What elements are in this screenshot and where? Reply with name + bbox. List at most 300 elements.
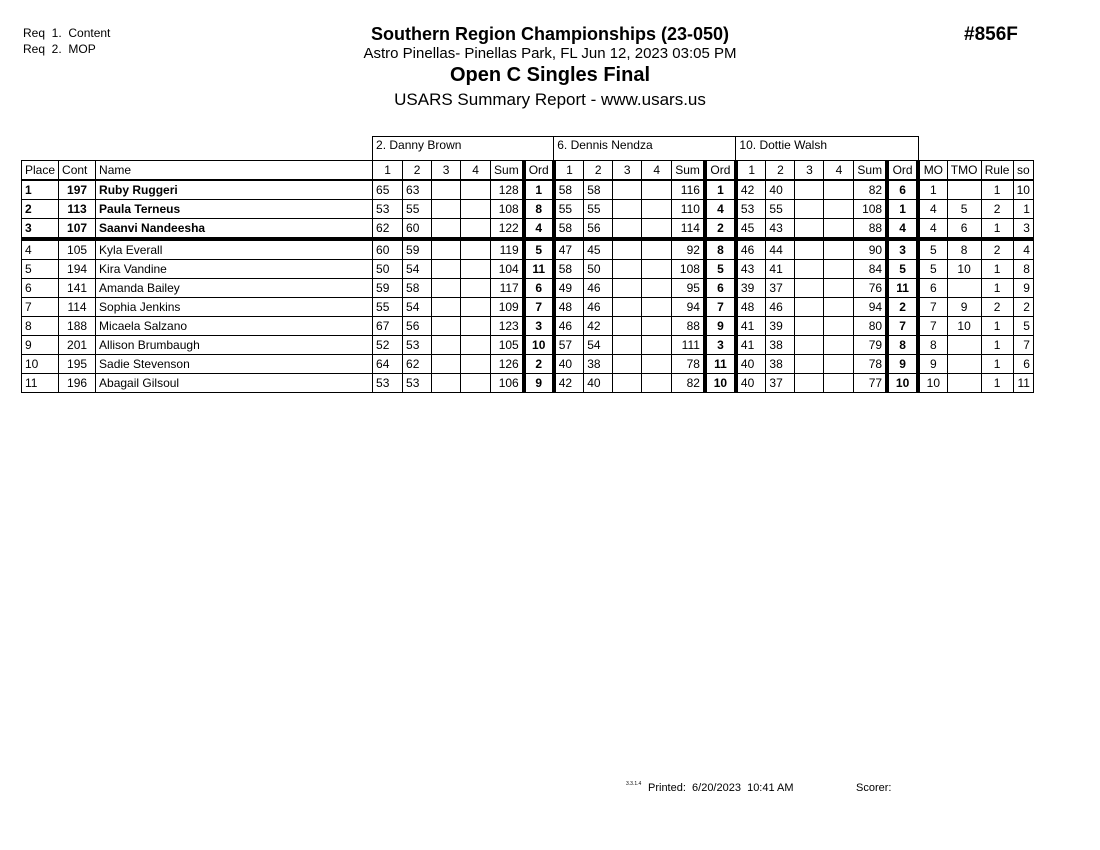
place-cell: 6: [22, 279, 59, 298]
score-cell: [824, 219, 854, 240]
score-cell: 53: [403, 374, 432, 393]
result-row: [22, 239, 1034, 260]
sum-cell: 106: [491, 374, 524, 393]
score-cell: [461, 336, 491, 355]
score-cell: 37: [766, 279, 795, 298]
score-cell: 62: [403, 355, 432, 374]
score-cell: 65: [373, 180, 403, 200]
sum-cell: 76: [854, 279, 887, 298]
sum-cell: 128: [491, 180, 524, 200]
so-cell: 9: [1013, 279, 1033, 298]
mo-cell: 4: [918, 200, 947, 219]
sum-cell: 79: [854, 336, 887, 355]
result-row: [22, 355, 1034, 374]
score-cell: [461, 200, 491, 219]
result-row: [22, 336, 1034, 355]
rule-cell: 1: [981, 219, 1013, 240]
col-mo: MO: [918, 161, 947, 181]
score-cell: [461, 239, 491, 260]
col-judge1-3: 3: [432, 161, 461, 181]
sum-cell: 78: [672, 355, 705, 374]
requirement-2: Req 2. MOP: [23, 42, 96, 56]
ordinal-cell: 10: [524, 336, 554, 355]
score-cell: [613, 374, 642, 393]
cont-cell: 201: [59, 336, 96, 355]
score-cell: 43: [736, 260, 766, 279]
mo-cell: 6: [918, 279, 947, 298]
score-cell: 47: [554, 239, 584, 260]
score-cell: 43: [766, 219, 795, 240]
mo-cell: 8: [918, 336, 947, 355]
cont-cell: 114: [59, 298, 96, 317]
score-cell: [461, 374, 491, 393]
col-judge1-1: 1: [373, 161, 403, 181]
report-number: #856F: [964, 24, 1018, 45]
cont-cell: 188: [59, 317, 96, 336]
col-judge1-4: 4: [461, 161, 491, 181]
col-judge3-1: 1: [736, 161, 766, 181]
col-judge2-3: 3: [613, 161, 642, 181]
score-cell: [824, 336, 854, 355]
so-cell: 11: [1013, 374, 1033, 393]
score-cell: [432, 279, 461, 298]
score-cell: 53: [373, 200, 403, 219]
sum-cell: 78: [854, 355, 887, 374]
score-cell: 53: [403, 336, 432, 355]
score-cell: 40: [736, 355, 766, 374]
score-cell: 46: [736, 239, 766, 260]
place-cell: 10: [22, 355, 59, 374]
tmo-cell: 10: [947, 260, 981, 279]
place-cell: 3: [22, 219, 59, 240]
score-cell: 54: [584, 336, 613, 355]
col-judge3-ord: Ord: [887, 161, 918, 181]
ordinal-cell: 7: [887, 317, 918, 336]
ordinal-cell: 11: [524, 260, 554, 279]
sum-cell: 88: [672, 317, 705, 336]
score-cell: [613, 180, 642, 200]
score-cell: [461, 279, 491, 298]
rule-cell: 1: [981, 180, 1013, 200]
score-cell: [613, 317, 642, 336]
score-cell: [432, 374, 461, 393]
tmo-cell: [947, 279, 981, 298]
cont-cell: 107: [59, 219, 96, 240]
tmo-cell: [947, 374, 981, 393]
score-cell: 40: [584, 374, 613, 393]
rule-cell: 2: [981, 239, 1013, 260]
score-cell: [461, 219, 491, 240]
venue-date: Astro Pinellas- Pinellas Park, FL Jun 12, 2023 03:05 PM: [363, 45, 737, 62]
score-cell: 55: [766, 200, 795, 219]
requirement-1: Req 1. Content: [23, 26, 111, 40]
score-cell: 58: [554, 219, 584, 240]
place-cell: 4: [22, 239, 59, 260]
ordinal-cell: 10: [887, 374, 918, 393]
score-cell: [642, 279, 672, 298]
ordinal-cell: 9: [524, 374, 554, 393]
sum-cell: 110: [672, 200, 705, 219]
so-cell: 7: [1013, 336, 1033, 355]
place-cell: 5: [22, 260, 59, 279]
sum-cell: 111: [672, 336, 705, 355]
place-cell: 8: [22, 317, 59, 336]
cont-cell: 196: [59, 374, 96, 393]
score-cell: [613, 239, 642, 260]
score-cell: 56: [584, 219, 613, 240]
col-so: so: [1013, 161, 1033, 181]
score-cell: 46: [766, 298, 795, 317]
ordinal-cell: 3: [887, 239, 918, 260]
score-cell: 41: [766, 260, 795, 279]
score-cell: 46: [584, 298, 613, 317]
score-cell: 58: [554, 180, 584, 200]
score-cell: 67: [373, 317, 403, 336]
col-rule: Rule: [981, 161, 1013, 181]
sum-cell: 122: [491, 219, 524, 240]
rule-cell: 1: [981, 260, 1013, 279]
scorer-label: Scorer:: [856, 782, 892, 794]
score-cell: [642, 260, 672, 279]
col-judge3-3: 3: [795, 161, 824, 181]
tmo-cell: [947, 180, 981, 200]
score-cell: 54: [403, 298, 432, 317]
score-cell: 62: [373, 219, 403, 240]
sum-cell: 90: [854, 239, 887, 260]
skater-name-cell: Abagail Gilsoul: [96, 374, 373, 393]
rule-cell: 2: [981, 200, 1013, 219]
score-cell: [642, 219, 672, 240]
cont-cell: 141: [59, 279, 96, 298]
ordinal-cell: 2: [524, 355, 554, 374]
score-cell: 55: [584, 200, 613, 219]
score-cell: 41: [736, 336, 766, 355]
so-cell: 8: [1013, 260, 1033, 279]
skater-name-cell: Ruby Ruggeri: [96, 180, 373, 200]
sum-cell: 82: [672, 374, 705, 393]
col-judge3-2: 2: [766, 161, 795, 181]
sum-cell: 92: [672, 239, 705, 260]
sum-cell: 104: [491, 260, 524, 279]
score-cell: 50: [584, 260, 613, 279]
score-cell: [824, 317, 854, 336]
score-cell: 59: [403, 239, 432, 260]
judge-header-row: [22, 137, 1034, 161]
score-cell: [795, 239, 824, 260]
score-cell: 38: [584, 355, 613, 374]
score-cell: 40: [554, 355, 584, 374]
score-cell: [795, 260, 824, 279]
tmo-cell: 9: [947, 298, 981, 317]
mo-cell: 7: [918, 317, 947, 336]
score-cell: [795, 374, 824, 393]
score-cell: [795, 355, 824, 374]
competition-title: Southern Region Championships (23-050): [370, 24, 730, 44]
result-row: [22, 279, 1034, 298]
col-judge2-2: 2: [584, 161, 613, 181]
rule-cell: 1: [981, 374, 1013, 393]
cont-cell: 195: [59, 355, 96, 374]
ordinal-cell: 6: [887, 180, 918, 200]
score-cell: 39: [766, 317, 795, 336]
so-cell: 10: [1013, 180, 1033, 200]
score-cell: 58: [584, 180, 613, 200]
sum-cell: 116: [672, 180, 705, 200]
score-cell: 63: [403, 180, 432, 200]
score-cell: [795, 317, 824, 336]
tmo-cell: 8: [947, 239, 981, 260]
score-cell: 52: [373, 336, 403, 355]
so-cell: 2: [1013, 298, 1033, 317]
score-cell: 60: [373, 239, 403, 260]
score-cell: [795, 298, 824, 317]
cont-cell: 197: [59, 180, 96, 200]
place-cell: 9: [22, 336, 59, 355]
score-cell: 42: [584, 317, 613, 336]
ordinal-cell: 1: [887, 200, 918, 219]
ordinal-cell: 2: [887, 298, 918, 317]
col-judge3-sum: Sum: [854, 161, 887, 181]
ordinal-cell: 4: [524, 219, 554, 240]
rule-cell: 1: [981, 355, 1013, 374]
score-cell: 42: [554, 374, 584, 393]
ordinal-cell: 5: [524, 239, 554, 260]
col-judge1-sum: Sum: [491, 161, 524, 181]
score-cell: 44: [766, 239, 795, 260]
ordinal-cell: 7: [705, 298, 736, 317]
skater-name-cell: Paula Terneus: [96, 200, 373, 219]
score-cell: 53: [373, 374, 403, 393]
score-cell: 42: [736, 180, 766, 200]
so-cell: 4: [1013, 239, 1033, 260]
mo-cell: 5: [918, 260, 947, 279]
col-judge2-ord: Ord: [705, 161, 736, 181]
sum-cell: 105: [491, 336, 524, 355]
score-cell: [642, 374, 672, 393]
score-cell: 60: [403, 219, 432, 240]
mo-cell: 7: [918, 298, 947, 317]
ordinal-cell: 6: [524, 279, 554, 298]
score-cell: [824, 298, 854, 317]
ordinal-cell: 3: [705, 336, 736, 355]
score-cell: [642, 317, 672, 336]
ordinal-cell: 7: [524, 298, 554, 317]
score-cell: [824, 374, 854, 393]
rule-cell: 1: [981, 336, 1013, 355]
ordinal-cell: 11: [887, 279, 918, 298]
column-header-row: [22, 161, 1034, 181]
sum-cell: 117: [491, 279, 524, 298]
sum-cell: 109: [491, 298, 524, 317]
score-cell: 56: [403, 317, 432, 336]
score-cell: [642, 336, 672, 355]
skater-name-cell: Sadie Stevenson: [96, 355, 373, 374]
col-judge1-ord: Ord: [524, 161, 554, 181]
col-judge2-4: 4: [642, 161, 672, 181]
header-spacer: [918, 137, 1033, 161]
score-cell: 55: [373, 298, 403, 317]
score-cell: [613, 200, 642, 219]
sum-cell: 108: [672, 260, 705, 279]
judge-name-3: 10. Dottie Walsh: [736, 137, 918, 161]
result-row: [22, 317, 1034, 336]
sum-cell: 94: [854, 298, 887, 317]
col-judge2-sum: Sum: [672, 161, 705, 181]
col-judge2-1: 1: [554, 161, 584, 181]
score-cell: [432, 180, 461, 200]
score-cell: [642, 239, 672, 260]
score-cell: [824, 180, 854, 200]
score-cell: 54: [403, 260, 432, 279]
score-cell: [795, 279, 824, 298]
score-cell: [613, 298, 642, 317]
result-row: [22, 200, 1034, 219]
tmo-cell: 5: [947, 200, 981, 219]
so-cell: 3: [1013, 219, 1033, 240]
score-cell: 40: [766, 180, 795, 200]
score-cell: 46: [584, 279, 613, 298]
skater-name-cell: Kyla Everall: [96, 239, 373, 260]
ordinal-cell: 6: [705, 279, 736, 298]
score-cell: [461, 180, 491, 200]
score-cell: 58: [403, 279, 432, 298]
score-cell: [432, 336, 461, 355]
ordinal-cell: 3: [524, 317, 554, 336]
printed-timestamp: Printed: 6/20/2023 10:41 AM: [648, 782, 794, 794]
so-cell: 5: [1013, 317, 1033, 336]
score-cell: [613, 219, 642, 240]
version-code: 3.3.1.4: [626, 781, 642, 787]
score-cell: 64: [373, 355, 403, 374]
sum-cell: 108: [491, 200, 524, 219]
score-cell: 40: [736, 374, 766, 393]
ordinal-cell: 11: [705, 355, 736, 374]
score-cell: [613, 336, 642, 355]
col-judge1-2: 2: [403, 161, 432, 181]
score-cell: [432, 298, 461, 317]
mo-cell: 10: [918, 374, 947, 393]
results-table: [21, 136, 1034, 393]
score-cell: 55: [554, 200, 584, 219]
sum-cell: 95: [672, 279, 705, 298]
skater-name-cell: Kira Vandine: [96, 260, 373, 279]
score-cell: 58: [554, 260, 584, 279]
skater-name-cell: Amanda Bailey: [96, 279, 373, 298]
rule-cell: 1: [981, 279, 1013, 298]
score-cell: [613, 355, 642, 374]
score-cell: [642, 180, 672, 200]
score-cell: [824, 355, 854, 374]
col-place: Place: [22, 161, 59, 181]
score-cell: 41: [736, 317, 766, 336]
ordinal-cell: 2: [705, 219, 736, 240]
score-cell: 45: [584, 239, 613, 260]
score-cell: [795, 200, 824, 219]
skater-name-cell: Saanvi Nandeesha: [96, 219, 373, 240]
mo-cell: 5: [918, 239, 947, 260]
score-cell: [795, 336, 824, 355]
ordinal-cell: 5: [705, 260, 736, 279]
ordinal-cell: 1: [524, 180, 554, 200]
sum-cell: 108: [854, 200, 887, 219]
judge-name-2: 6. Dennis Nendza: [554, 137, 736, 161]
requirements-list: [23, 25, 110, 57]
judge-name-1: 2. Danny Brown: [373, 137, 554, 161]
score-cell: [613, 279, 642, 298]
score-cell: [432, 200, 461, 219]
header-spacer: [22, 137, 373, 161]
score-cell: 45: [736, 219, 766, 240]
skater-name-cell: Allison Brumbaugh: [96, 336, 373, 355]
cont-cell: 194: [59, 260, 96, 279]
score-cell: [432, 355, 461, 374]
score-cell: [795, 180, 824, 200]
ordinal-cell: 4: [887, 219, 918, 240]
sum-cell: 80: [854, 317, 887, 336]
tmo-cell: 6: [947, 219, 981, 240]
score-cell: 37: [766, 374, 795, 393]
score-cell: [432, 317, 461, 336]
sum-cell: 88: [854, 219, 887, 240]
report-title: USARS Summary Report - www.usars.us: [394, 90, 706, 109]
cont-cell: 105: [59, 239, 96, 260]
tmo-cell: [947, 355, 981, 374]
score-cell: [461, 298, 491, 317]
sum-cell: 126: [491, 355, 524, 374]
score-cell: [461, 317, 491, 336]
ordinal-cell: 9: [887, 355, 918, 374]
score-cell: [642, 200, 672, 219]
mo-cell: 4: [918, 219, 947, 240]
ordinal-cell: 8: [705, 239, 736, 260]
score-cell: 48: [736, 298, 766, 317]
score-cell: 39: [736, 279, 766, 298]
score-cell: 57: [554, 336, 584, 355]
rule-cell: 1: [981, 317, 1013, 336]
result-row: [22, 219, 1034, 240]
col-judge3-4: 4: [824, 161, 854, 181]
score-cell: 49: [554, 279, 584, 298]
ordinal-cell: 9: [705, 317, 736, 336]
event-title: Open C Singles Final: [449, 64, 651, 86]
col-name: Name: [96, 161, 373, 181]
score-cell: [613, 260, 642, 279]
score-cell: [824, 239, 854, 260]
score-cell: 53: [736, 200, 766, 219]
score-cell: 59: [373, 279, 403, 298]
sum-cell: 119: [491, 239, 524, 260]
ordinal-cell: 8: [887, 336, 918, 355]
score-cell: [642, 355, 672, 374]
score-cell: 55: [403, 200, 432, 219]
score-cell: [432, 219, 461, 240]
col-cont: Cont: [59, 161, 96, 181]
sum-cell: 82: [854, 180, 887, 200]
sum-cell: 84: [854, 260, 887, 279]
ordinal-cell: 5: [887, 260, 918, 279]
skater-name-cell: Sophia Jenkins: [96, 298, 373, 317]
tmo-cell: 10: [947, 317, 981, 336]
sum-cell: 114: [672, 219, 705, 240]
place-cell: 11: [22, 374, 59, 393]
sum-cell: 123: [491, 317, 524, 336]
ordinal-cell: 10: [705, 374, 736, 393]
score-cell: 46: [554, 317, 584, 336]
ordinal-cell: 1: [705, 180, 736, 200]
score-cell: [432, 260, 461, 279]
so-cell: 6: [1013, 355, 1033, 374]
sum-cell: 94: [672, 298, 705, 317]
